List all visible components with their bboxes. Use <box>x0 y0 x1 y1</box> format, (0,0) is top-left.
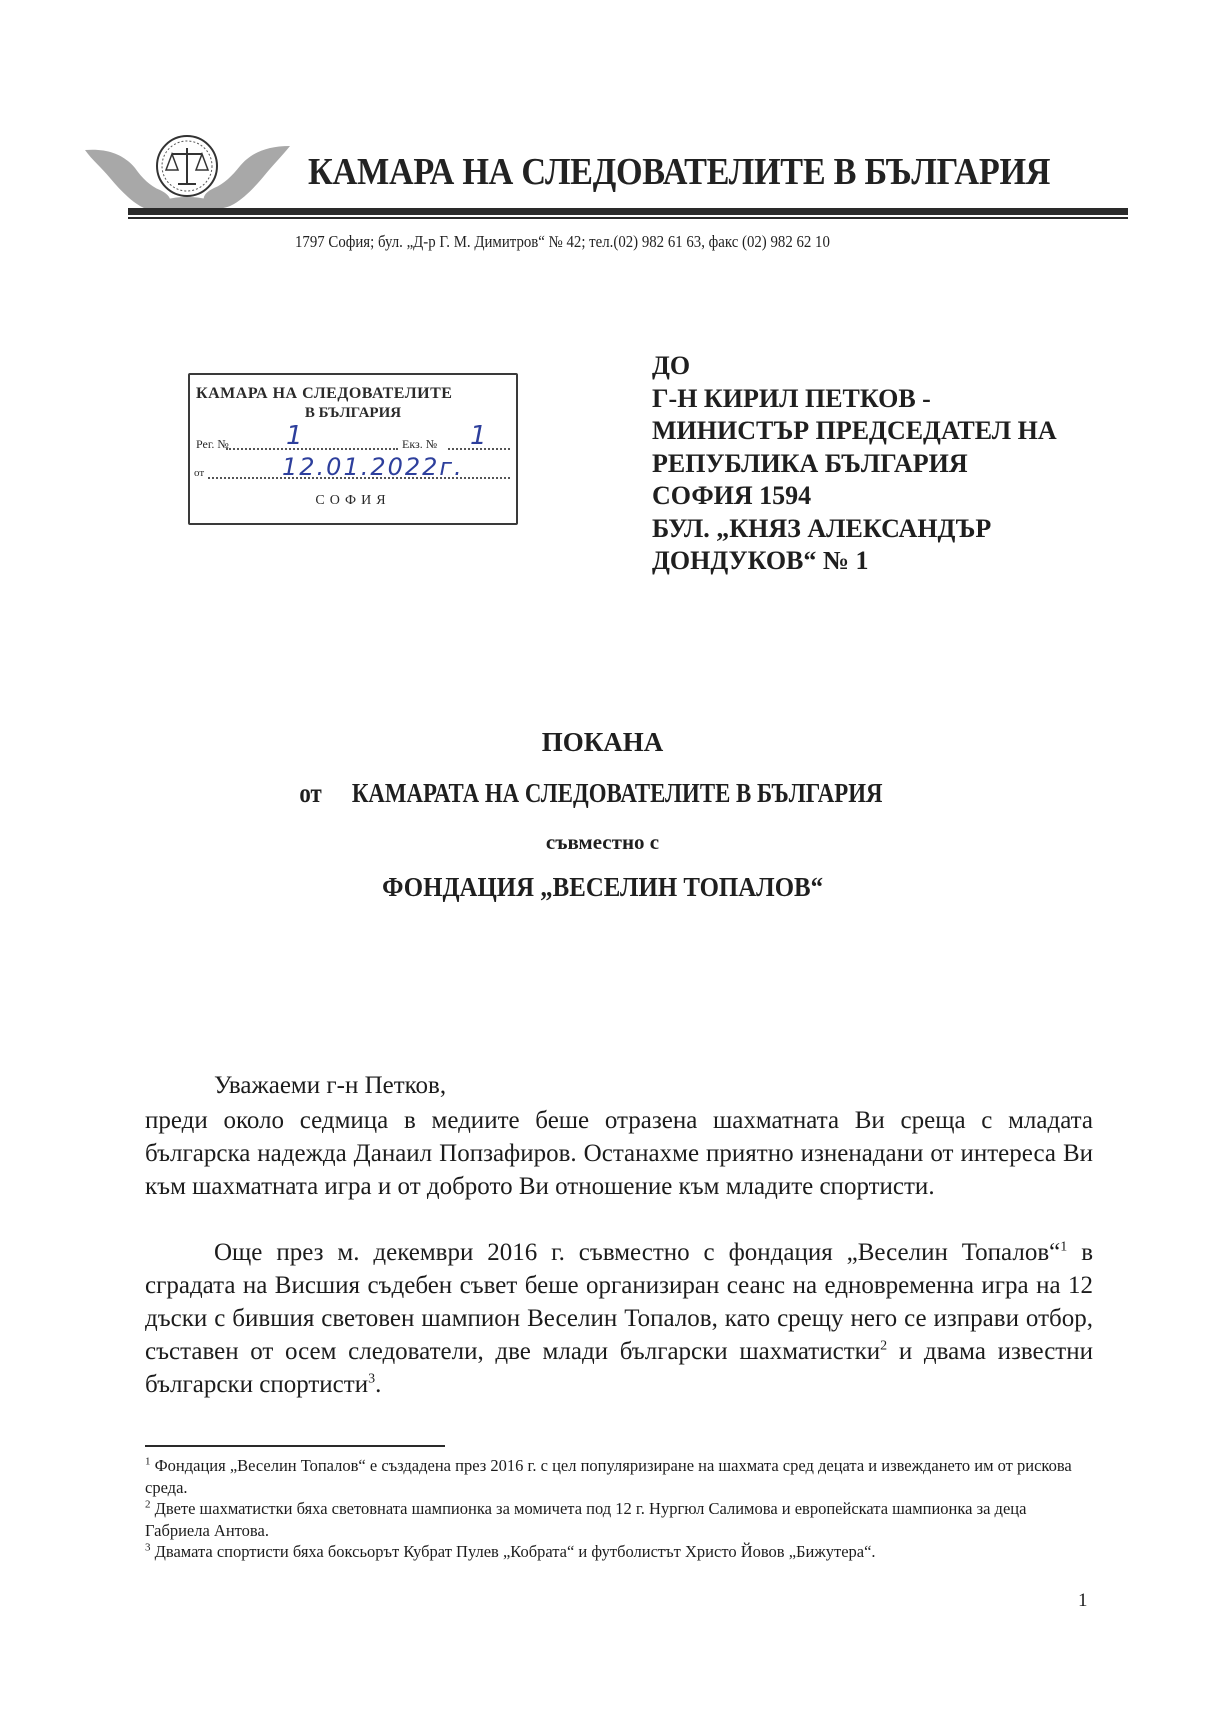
footnote-number: 2 <box>145 1498 151 1511</box>
paragraph-2-segment: Още през м. декември 2016 г. съвместно с фондация „Веселин Топалов“ <box>214 1239 1061 1266</box>
stamp-copy-number: 1 <box>470 421 487 451</box>
recipient-block <box>652 350 1057 578</box>
page-number: 1 <box>1078 1590 1088 1611</box>
stamp-organization: КАМАРА НА СЛЕДОВАТЕЛИТЕ <box>196 385 453 402</box>
footnote-number: 1 <box>145 1455 151 1468</box>
paragraph-2-segment: . <box>375 1371 382 1398</box>
stamp-reg-number: 1 <box>286 421 303 451</box>
stamp-date: 12.01.2022г. <box>282 453 464 481</box>
recipient-line: БУЛ. „КНЯЗ АЛЕКСАНДЪР <box>652 513 992 543</box>
footnote <box>145 1541 1090 1563</box>
stamp-reg-line <box>226 448 398 450</box>
document-title: ПОКАНА <box>541 727 664 757</box>
footnote-ref-3[interactable]: 3 <box>368 1371 376 1387</box>
salutation: Уважаеми г-н Петков, <box>214 1072 447 1099</box>
stamp-city: СОФИЯ <box>315 493 391 508</box>
footnote-number: 3 <box>145 1541 151 1554</box>
recipient-line: СОФИЯ 1594 <box>652 481 812 510</box>
paragraph-2-text <box>145 1236 1093 1401</box>
paragraph-2-segment: и двама известни български спортисти <box>145 1338 1093 1398</box>
organization-name: КАМАРА НА СЛЕДОВАТЕЛИТЕ В БЪЛГАРИЯ <box>308 151 1051 193</box>
recipient-line: ДО <box>652 351 691 380</box>
body-paragraph <box>145 1104 1093 1203</box>
jointly-label: съвместно с <box>545 830 660 854</box>
footnote-text: Фондация „Веселин Топалов“ е създадена през 2016 г. с цел популяризиране на шахмата сред децата и извеждането им от рискова среда. <box>145 1456 1072 1497</box>
sender-prefix: от <box>299 778 323 808</box>
footnote <box>145 1498 1090 1541</box>
organization-emblem-icon <box>80 128 295 218</box>
footnote-text: Двамата спортисти бяха боксьорът Кубрат Пулев „Кобрата“ и футболистът Христо Йовов „Бижутера“. <box>150 1542 876 1561</box>
body-paragraph <box>145 1236 1093 1401</box>
footnote-separator <box>145 1445 445 1447</box>
footnotes <box>145 1455 1090 1563</box>
footnote <box>145 1455 1090 1498</box>
sender-name: КАМАРАТА НА СЛЕДОВАТЕЛИТЕ В БЪЛГАРИЯ <box>352 778 884 808</box>
partner-name: ФОНДАЦИЯ „ВЕСЕЛИН ТОПАЛОВ“ <box>382 872 823 902</box>
stamp-date-label: от <box>194 467 205 479</box>
stamp-reg-label: Рег. № <box>196 437 229 451</box>
registration-stamp <box>188 373 518 525</box>
letterhead-divider <box>128 208 1128 215</box>
organization-address: 1797 София; бул. „Д-р Г. М. Димитров“ № 42; тел.(02) 982 61 63, факс (02) 982 62 10 <box>295 232 830 251</box>
footnote-ref-1[interactable]: 1 <box>1060 1239 1068 1255</box>
letterhead-divider-thin <box>128 217 1128 219</box>
footnote-ref-2[interactable]: 2 <box>880 1338 888 1354</box>
stamp-country: В БЪЛГАРИЯ <box>304 405 402 421</box>
paragraph-1-text: преди около седмица в медиите беше отразена шахматната Ви среща с младата българска надежда Данаил Попзафиров. Останахме приятно изненадани от интереса Ви към шахматната игра и от доброто Ви отношение към младите спортисти. <box>145 1107 1093 1200</box>
recipient-line: ДОНДУКОВ“ № 1 <box>652 546 869 575</box>
recipient-line: РЕПУБЛИКА БЪЛГАРИЯ <box>652 448 968 478</box>
recipient-line: МИНИСТЪР ПРЕДСЕДАТЕЛ НА <box>652 416 1057 445</box>
partner-organization <box>0 872 1205 903</box>
recipient-line: Г-Н КИРИЛ ПЕТКОВ - <box>652 383 931 413</box>
document-sender <box>0 778 1205 809</box>
paragraph-2-segment: в сградата на Висшия съдебен съвет беше организиран сеанс на едновременна игра на 12 дъски с бившия световен шампион Веселин Топалов, като срещу него се изправи отбор, съставен от осем следователи, две млади български шахматистки <box>145 1239 1093 1365</box>
footnote-text: Двете шахматистки бяха световната шампионка за момичета под 12 г. Нургюл Салимова и европейската шампионка за деца Габриела Антова. <box>145 1499 1027 1540</box>
stamp-copy-label: Екз. № <box>402 437 438 451</box>
